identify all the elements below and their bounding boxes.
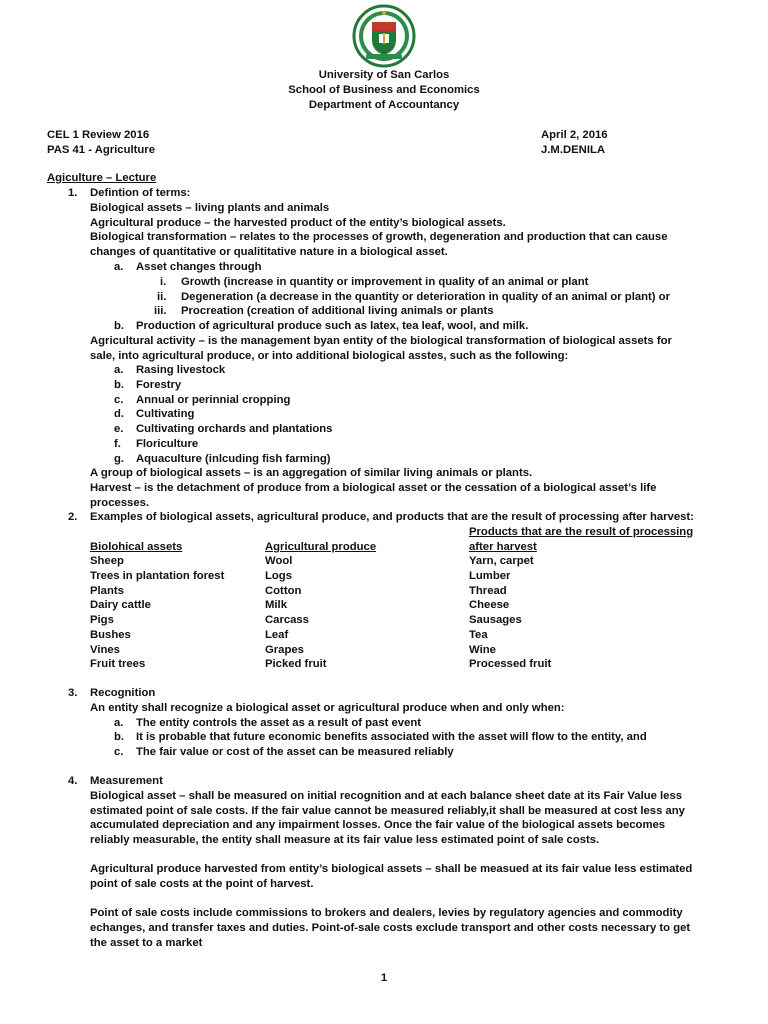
table-cell: Leaf [265, 629, 289, 641]
table-cell: Carcass [265, 614, 309, 626]
author-name: J.M.DENILA [541, 144, 606, 156]
list-item: It is probable that future economic benefits associated with the asset will flow to the entity, and [136, 731, 647, 743]
table-cell: Pigs [90, 614, 114, 626]
definition-text: Biological assets – living plants and animals [90, 202, 330, 214]
list-item: The fair value or cost of the asset can be measured reliably [136, 746, 454, 758]
list-marker: e. [114, 423, 124, 435]
definition-text: Agricultural activity – is the management byan entity of the biological transformation of biological assets for [90, 335, 672, 347]
list-marker: c. [114, 746, 124, 758]
list-item: Growth (increase in quantity or improvement in quality of an animal or plant [181, 276, 589, 288]
list-marker: a. [114, 261, 124, 273]
s4-title: Measurement [90, 775, 163, 787]
list-item: Production of agricultural produce such as latex, tea leaf, wool, and milk. [136, 320, 529, 332]
department-name: Department of Accountancy [308, 99, 460, 111]
table-cell: Trees in plantation forest [90, 570, 225, 582]
list-item: Procreation (creation of additional living animals or plants [181, 305, 494, 317]
list-item: The entity controls the asset as a result of past event [136, 717, 422, 729]
list-marker: i. [160, 276, 167, 288]
paragraph-text: point of sale costs at the point of harvest. [90, 878, 314, 890]
table-header: Agricultural produce [265, 541, 377, 553]
list-item: Rasing livestock [136, 364, 226, 376]
table-cell: Fruit trees [90, 658, 146, 670]
list-marker: b. [114, 731, 125, 743]
list-item: Floriculture [136, 438, 199, 450]
list-marker: c. [114, 394, 124, 406]
paragraph-text: estimated point of sale costs. If the fair value cannot be measured reliably,it shall be measured at cost less any [90, 805, 685, 817]
paragraph-text: An entity shall recognize a biological asset or agricultural produce when and only when: [90, 702, 565, 714]
table-cell: Plants [90, 585, 124, 597]
list-number: 4. [68, 775, 78, 787]
table-cell: Wine [469, 644, 496, 656]
paragraph-text: Agricultural produce harvested from entity’s biological assets – shall be measued at its fair value less estimated [90, 863, 693, 875]
list-item: Cultivating orchards and plantations [136, 423, 333, 435]
list-number: 1. [68, 187, 78, 199]
list-item: Degeneration (a decrease in the quantity or deterioration in quality of an animal or plant) or [181, 291, 670, 303]
university-name: University of San Carlos [318, 69, 450, 81]
s1-title: Defintion of terms: [90, 187, 191, 199]
definition-text: processes. [90, 497, 150, 509]
table-cell: Dairy cattle [90, 599, 151, 611]
definition-text: Agricultural produce – the harvested product of the entity’s biological assets. [90, 217, 506, 229]
list-marker: d. [114, 408, 125, 420]
paragraph-text: echanges, and transfer taxes and duties. Point-of-sale costs exclude transport and other costs necessary to get [90, 922, 691, 934]
page-number: 1 [380, 972, 388, 984]
table-cell: Yarn, carpet [469, 555, 534, 567]
s3-title: Recognition [90, 687, 156, 699]
table-header: Products that are the result of processing [469, 526, 694, 538]
definition-text: A group of biological assets – is an aggregation of similar living animals or plants. [90, 467, 533, 479]
school-name: School of Business and Economics [288, 84, 480, 96]
definition-text: sale, into agricultural produce, or into additional biological asstes, such as the following: [90, 350, 569, 362]
list-marker: g. [114, 453, 125, 465]
paragraph-text: reliably measurable, the entity shall measure at its fair value less estimated point of sale costs. [90, 834, 600, 846]
paragraph-text: Point of sale costs include commissions to brokers and dealers, levies by regulatory agencies and commodity [90, 907, 683, 919]
definition-text: Biological transformation – relates to the processes of growth, degeneration and production that can cause [90, 231, 668, 243]
list-marker: b. [114, 379, 125, 391]
list-marker: iii. [154, 305, 167, 317]
table-cell: Grapes [265, 644, 304, 656]
table-header: Biolohical assets [90, 541, 183, 553]
paragraph-text: Biological asset – shall be measured on initial recognition and at each balance sheet date at its Fair Value less [90, 790, 683, 802]
definition-text: changes of quantitative or qualititative nature in a biological asset. [90, 246, 448, 258]
table-cell: Tea [469, 629, 488, 641]
list-item: Forestry [136, 379, 182, 391]
list-item: Annual or perinnial cropping [136, 394, 291, 406]
list-marker: a. [114, 364, 124, 376]
paragraph-text: accumulated depreciation and any impairment losses. Once the fair value of the biological assets becomes [90, 819, 666, 831]
table-cell: Sausages [469, 614, 522, 626]
definition-text: Harvest – is the detachment of produce from a biological asset or the cessation of a biological asset’s life [90, 482, 657, 494]
list-number: 2. [68, 511, 78, 523]
table-cell: Wool [265, 555, 293, 567]
table-cell: Processed fruit [469, 658, 552, 670]
list-item: Cultivating [136, 408, 195, 420]
paragraph-text: the asset to a market [90, 937, 203, 949]
table-cell: Bushes [90, 629, 131, 641]
table-header: after harvest [469, 541, 537, 553]
table-cell: Vines [90, 644, 120, 656]
list-item: Asset changes through [136, 261, 262, 273]
table-cell: Logs [265, 570, 292, 582]
list-marker: f. [114, 438, 121, 450]
list-marker: ii. [157, 291, 167, 303]
section-title: Agiculture – Lecture [47, 172, 157, 184]
list-marker: a. [114, 717, 124, 729]
table-cell: Thread [469, 585, 507, 597]
list-number: 3. [68, 687, 78, 699]
university-seal-icon [352, 4, 416, 68]
table-cell: Cotton [265, 585, 302, 597]
table-cell: Milk [265, 599, 287, 611]
table-cell: Picked fruit [265, 658, 327, 670]
s2-title: Examples of biological assets, agricultural produce, and products that are the result of processing after harvest: [90, 511, 694, 523]
course-title: CEL 1 Review 2016 [47, 129, 150, 141]
table-cell: Lumber [469, 570, 511, 582]
document-date: April 2, 2016 [541, 129, 608, 141]
table-cell: Cheese [469, 599, 510, 611]
table-cell: Sheep [90, 555, 124, 567]
topic-title: PAS 41 - Agriculture [47, 144, 155, 156]
list-item: Aquaculture (inlcuding fish farming) [136, 453, 331, 465]
list-marker: b. [114, 320, 125, 332]
